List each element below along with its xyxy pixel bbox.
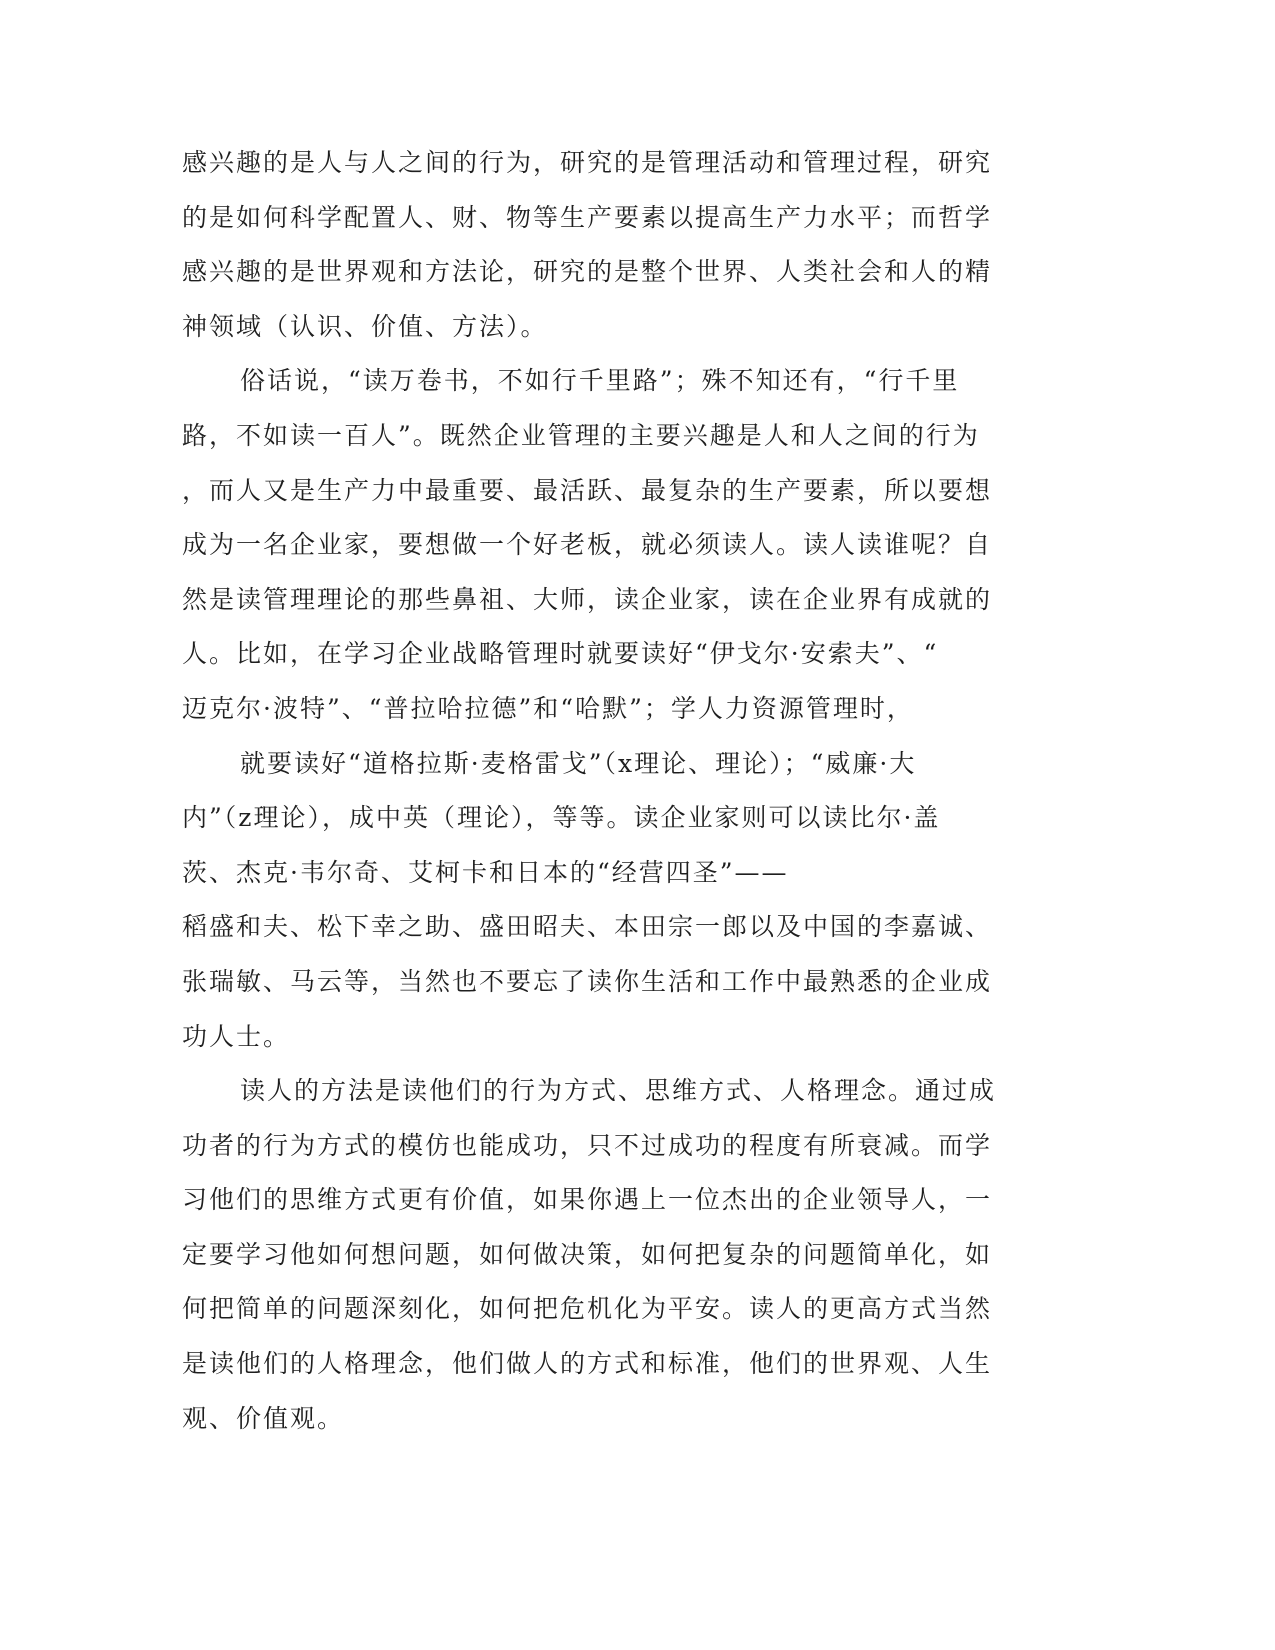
text-line: 感兴趣的是人与人之间的行为，研究的是管理活动和管理过程，研究 [182,148,993,177]
text-line: 感兴趣的是世界观和方法论，研究的是整个世界、人类社会和人的精 [182,257,993,287]
text-line: 张瑞敏、马云等，当然也不要忘了读你生活和工作中最熟悉的企业成 [182,966,993,996]
text-line: 迈克尔·波特”、“普拉哈拉德”和“哈默”；学人力资源管理时， [182,693,914,723]
text-line: 稻盛和夫、松下幸之助、盛田昭夫、本田宗一郎以及中国的李嘉诚、 [182,912,993,942]
text-line: 内”（z理论），成中英（理论），等等。读企业家则可以读比尔·盖 [182,803,941,833]
text-line: 然是读管理理论的那些鼻祖、大师，读企业家，读在企业界有成就的 [182,584,993,614]
text-line: 人。比如，在学习企业战略管理时就要读好“伊戈尔·安索夫”、“ [182,639,939,669]
text-line: 茨、杰克·韦尔奇、艾柯卡和日本的“经营四圣”—— [182,857,789,887]
text-line: 俗话说，“读万卷书，不如行千里路”；殊不知还有，“行千里 [240,366,960,396]
text-line: 路，不如读一百人”。既然企业管理的主要兴趣是人和人之间的行为 [182,420,980,450]
text-line: 功人士。 [182,1021,291,1051]
text-line: 定要学习他如何想问题，如何做决策，如何把复杂的问题简单化，如 [182,1239,993,1269]
text-line: 观、价值观。 [182,1403,345,1433]
text-line: 成为一名企业家，要想做一个好老板，就必须读人。读人读谁呢？自 [182,530,993,560]
text-line: 就要读好“道格拉斯·麦格雷戈”（x理论、理论）；“威廉·大 [240,748,917,778]
body-text [182,136,1042,1446]
text-line: ，而人又是生产力中最重要、最活跃、最复杂的生产要素，所以要想 [182,475,993,505]
text-line: 读人的方法是读他们的行为方式、思维方式、人格理念。通过成 [240,1076,997,1106]
text-line: 是读他们的人格理念，他们做人的方式和标准，他们的世界观、人生 [182,1349,993,1379]
text-line: 何把简单的问题深刻化，如何把危机化为平安。读人的更高方式当然 [182,1294,993,1324]
text-line: 的是如何科学配置人、财、物等生产要素以提高生产力水平；而哲学 [182,202,993,232]
text-line: 神领域（认识、价值、方法）。 [182,311,548,341]
text-line: 功者的行为方式的模仿也能成功，只不过成功的程度有所衰减。而学 [182,1130,993,1160]
text-line: 习他们的思维方式更有价值，如果你遇上一位杰出的企业领导人，一 [182,1185,993,1215]
